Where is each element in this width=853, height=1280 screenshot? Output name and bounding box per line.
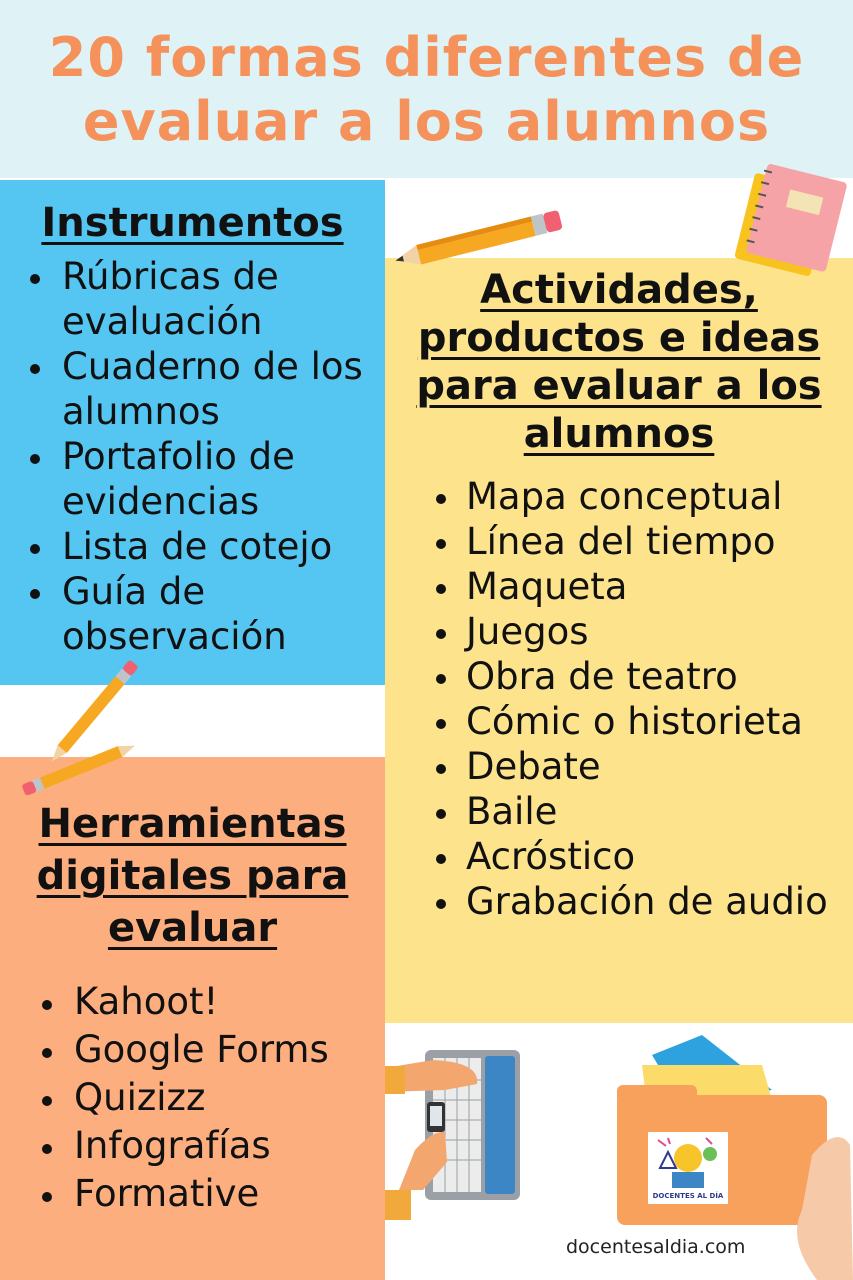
list-item: Maqueta (436, 564, 853, 609)
logo-text: DOCENTES AL DÍA (652, 1192, 724, 1200)
actividades-heading: Actividades, productos e ideas para evaluar a los alumnos (416, 267, 822, 457)
herramientas-heading: Herramientas digitales para evaluar (36, 801, 349, 951)
list-item: Guía de observación (30, 569, 385, 659)
list-item: Formative (42, 1170, 385, 1218)
bullet-icon (30, 364, 40, 374)
bullet-icon (42, 1192, 52, 1202)
list-item: Debate (436, 744, 853, 789)
bullet-icon (42, 1096, 52, 1106)
list-item: Kahoot! (42, 978, 385, 1026)
herramientas-list (42, 978, 385, 1218)
page-title (0, 26, 853, 154)
list-item: Cuaderno de los alumnos (30, 344, 385, 434)
title-line-1: 20 formas diferentes de (48, 26, 805, 89)
actividades-list (436, 474, 853, 924)
instrumentos-heading: Instrumentos (41, 200, 344, 246)
bullet-icon (436, 494, 446, 504)
website-link[interactable]: docentesaldia.com (566, 1236, 746, 1258)
bullet-icon (30, 544, 40, 554)
title-line-2: evaluar a los alumnos (82, 90, 771, 153)
laptop-hands-icon (385, 1040, 530, 1240)
instrumentos-list (30, 254, 385, 659)
bullet-icon (42, 1000, 52, 1010)
list-item: Infografías (42, 1122, 385, 1170)
bullet-icon (436, 584, 446, 594)
bullet-icon (30, 274, 40, 284)
list-item: Baile (436, 789, 853, 834)
pencils-icon (20, 660, 180, 795)
bullet-icon (42, 1048, 52, 1058)
list-item: Acróstico (436, 834, 853, 879)
list-item: Portafolio de evidencias (30, 434, 385, 524)
list-item: Lista de cotejo (30, 524, 385, 569)
bullet-icon (436, 719, 446, 729)
list-item: Obra de teatro (436, 654, 853, 699)
list-item: Google Forms (42, 1026, 385, 1074)
bullet-icon (42, 1144, 52, 1154)
bullet-icon (30, 454, 40, 464)
list-item: Cómic o historieta (436, 699, 853, 744)
list-item: Quizizz (42, 1074, 385, 1122)
bullet-icon (30, 589, 40, 599)
list-item: Juegos (436, 609, 853, 654)
bullet-icon (436, 899, 446, 909)
bullet-icon (436, 764, 446, 774)
list-item: Mapa conceptual (436, 474, 853, 519)
bullet-icon (436, 674, 446, 684)
bullet-icon (436, 629, 446, 639)
list-item: Grabación de audio (436, 879, 853, 924)
bullet-icon (436, 809, 446, 819)
list-item: Línea del tiempo (436, 519, 853, 564)
bullet-icon (436, 854, 446, 864)
pencil-icon (385, 200, 570, 265)
list-item: Rúbricas de evaluación (30, 254, 385, 344)
logo-icon (648, 1132, 728, 1194)
bullet-icon (436, 539, 446, 549)
